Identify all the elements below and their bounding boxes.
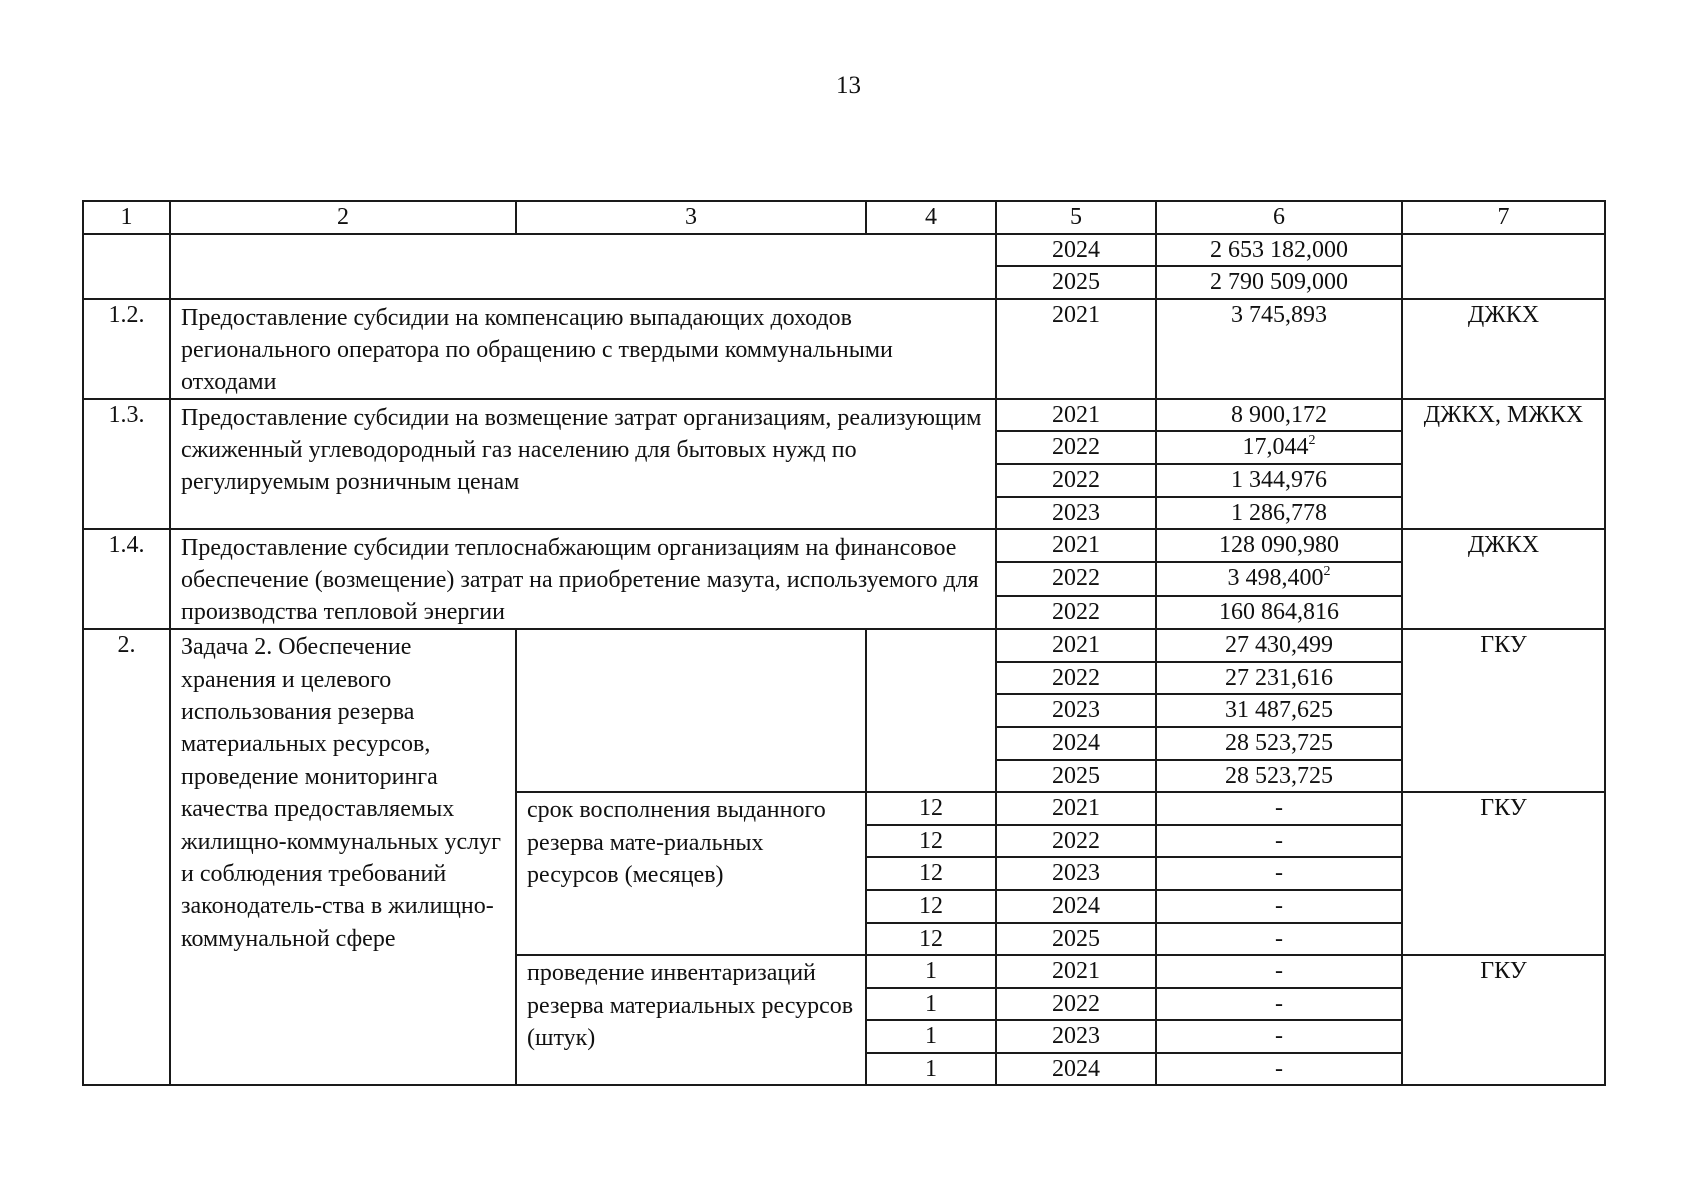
- table-row: [83, 299, 1605, 399]
- year-cell: 2025: [996, 266, 1156, 299]
- year-cell: 2022: [996, 596, 1156, 629]
- table-row: [83, 529, 1605, 562]
- indicator-value-cell: 12: [866, 890, 996, 923]
- header-cell: 6: [1156, 201, 1402, 234]
- header-row: [83, 201, 1605, 234]
- indicator-value-cell: 12: [866, 923, 996, 956]
- year-cell: 2022: [996, 464, 1156, 497]
- table-row: [83, 399, 1605, 432]
- executor-cell: ДЖКХ: [1402, 529, 1605, 629]
- indicator-value-cell: 12: [866, 825, 996, 858]
- program-table: [82, 200, 1606, 1086]
- header-cell: 3: [516, 201, 866, 234]
- header-cell: 5: [996, 201, 1156, 234]
- indicator-value-cell: 1: [866, 988, 996, 1021]
- amount-cell: 8 900,172: [1156, 399, 1402, 432]
- indicator-value-cell: 1: [866, 1020, 996, 1053]
- header-cell: 2: [170, 201, 516, 234]
- year-cell: 2022: [996, 662, 1156, 695]
- amount-cell: 27 231,616: [1156, 662, 1402, 695]
- year-cell: 2024: [996, 234, 1156, 267]
- year-cell: 2024: [996, 1053, 1156, 1086]
- amount-cell: -: [1156, 890, 1402, 923]
- indicator-value-cell: 12: [866, 792, 996, 825]
- amount-cell: [1156, 562, 1402, 595]
- year-cell: 2025: [996, 760, 1156, 793]
- table-row: [83, 234, 1605, 267]
- amount-cell: -: [1156, 857, 1402, 890]
- description-cell: Предоставление субсидии на возмещение затрат организациям, реализующим сжиженный углеводородный газ населению для бытовых нужд по регулируемым розничным ценам: [170, 399, 996, 529]
- year-cell: 2025: [996, 923, 1156, 956]
- amount-value: 17,044: [1242, 434, 1309, 461]
- amount-cell: 128 090,980: [1156, 529, 1402, 562]
- year-cell: 2024: [996, 727, 1156, 760]
- amount-cell: 1 286,778: [1156, 497, 1402, 530]
- year-cell: 2021: [996, 629, 1156, 662]
- indicator-value-cell: 1: [866, 955, 996, 988]
- description-cell: Предоставление субсидии теплоснабжающим организациям на финансовое обеспечение (возмещение) затрат на приобретение мазута, используемого для производства тепловой энергии: [170, 529, 996, 629]
- amount-cell: -: [1156, 825, 1402, 858]
- task-cell: Задача 2. Обеспечение хранения и целевого использования резерва материальных ресурсов, проведение мониторинга качества предоставляемых жилищно-коммунальных услуг и соблюдения требований законодатель-ства в жилищно-коммунальной сфере: [170, 629, 516, 1085]
- indicator-value-cell: [866, 629, 996, 792]
- row-number-cell: 1.4.: [83, 529, 170, 629]
- amount-cell: 2 790 509,000: [1156, 266, 1402, 299]
- footnote-mark: 2: [1323, 564, 1331, 580]
- year-cell: 2023: [996, 694, 1156, 727]
- amount-cell: -: [1156, 1053, 1402, 1086]
- amount-cell: 27 430,499: [1156, 629, 1402, 662]
- footnote-mark: 2: [1308, 433, 1316, 449]
- executor-cell: ГКУ: [1402, 629, 1605, 792]
- year-cell: 2022: [996, 988, 1156, 1021]
- amount-cell: 1 344,976: [1156, 464, 1402, 497]
- page-number: 13: [836, 72, 861, 99]
- indicator-cell: срок восполнения выданного резерва мате-риальных ресурсов (месяцев): [516, 792, 866, 955]
- row-number-cell: 2.: [83, 629, 170, 1085]
- executor-cell: ДЖКХ: [1402, 299, 1605, 399]
- description-cell: [170, 234, 996, 299]
- executor-cell: ГКУ: [1402, 955, 1605, 1085]
- amount-cell: -: [1156, 923, 1402, 956]
- amount-cell: 31 487,625: [1156, 694, 1402, 727]
- amount-cell: 2 653 182,000: [1156, 234, 1402, 267]
- year-cell: 2022: [996, 431, 1156, 464]
- year-cell: 2021: [996, 792, 1156, 825]
- amount-cell: [1156, 431, 1402, 464]
- indicator-value-cell: 12: [866, 857, 996, 890]
- executor-cell: [1402, 234, 1605, 299]
- year-cell: 2021: [996, 955, 1156, 988]
- amount-cell: -: [1156, 792, 1402, 825]
- amount-value: 3 498,400: [1227, 565, 1324, 592]
- year-cell: 2024: [996, 890, 1156, 923]
- header-cell: 7: [1402, 201, 1605, 234]
- amount-cell: 3 745,893: [1156, 299, 1402, 399]
- description-cell: Предоставление субсидии на компенсацию выпадающих доходов регионального оператора по обращению с твердыми коммунальными отходами: [170, 299, 996, 399]
- year-cell: 2023: [996, 857, 1156, 890]
- year-cell: 2021: [996, 529, 1156, 562]
- executor-cell: ДЖКХ, МЖКХ: [1402, 399, 1605, 529]
- year-cell: 2023: [996, 497, 1156, 530]
- indicator-value-cell: 1: [866, 1053, 996, 1086]
- amount-cell: 28 523,725: [1156, 760, 1402, 793]
- amount-cell: 28 523,725: [1156, 727, 1402, 760]
- amount-cell: -: [1156, 988, 1402, 1021]
- indicator-cell: проведение инвентаризаций резерва материальных ресурсов (штук): [516, 955, 866, 1085]
- year-cell: 2021: [996, 399, 1156, 432]
- header-cell: 4: [866, 201, 996, 234]
- amount-cell: -: [1156, 1020, 1402, 1053]
- header-cell: 1: [83, 201, 170, 234]
- table-row: [83, 629, 1605, 662]
- row-number-cell: 1.2.: [83, 299, 170, 399]
- year-cell: 2023: [996, 1020, 1156, 1053]
- year-cell: 2022: [996, 562, 1156, 595]
- amount-cell: 160 864,816: [1156, 596, 1402, 629]
- row-number-cell: [83, 234, 170, 299]
- executor-cell: ГКУ: [1402, 792, 1605, 955]
- row-number-cell: 1.3.: [83, 399, 170, 529]
- amount-cell: -: [1156, 955, 1402, 988]
- indicator-cell: [516, 629, 866, 792]
- year-cell: 2021: [996, 299, 1156, 399]
- year-cell: 2022: [996, 825, 1156, 858]
